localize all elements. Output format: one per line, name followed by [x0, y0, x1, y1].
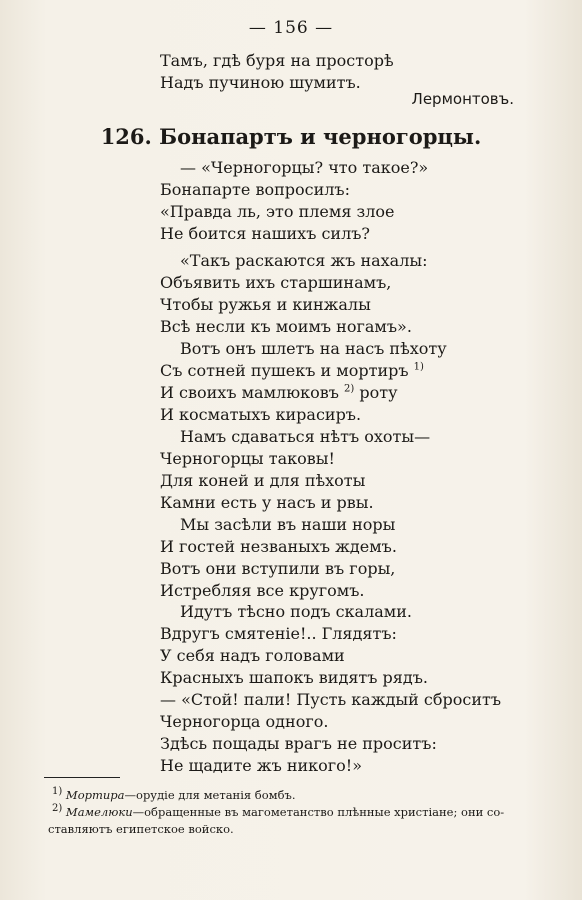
stanza-4 — [160, 426, 430, 514]
stanza-6 — [160, 601, 428, 689]
footnote-text: —обращенные въ магометанство плѣнные христіане; они со- — [132, 805, 505, 819]
verse-line: Красныхъ шапокъ видятъ рядъ. — [160, 668, 428, 687]
verse-line: Объявить ихъ старшинамъ, — [160, 273, 392, 292]
footnote-marker: 1) — [413, 361, 424, 373]
verse-line: Для коней и для пѣхоты — [160, 471, 366, 490]
footnote-marker: 2) — [344, 383, 355, 395]
verse-line: Чтобы ружья и кинжалы — [160, 295, 371, 314]
poem-title: 126. Бонапартъ и черногорцы. — [100, 124, 482, 149]
stanza-7 — [160, 689, 501, 777]
stanza-5 — [160, 514, 397, 602]
verse-line: И косматыхъ кирасиръ. — [160, 405, 362, 424]
verse-line: Всѣ несли къ моимъ ногамъ». — [160, 317, 412, 336]
footnote-term: Мортира — [65, 788, 125, 802]
verse-line: Вотъ онъ шлетъ на насъ пѣхоту — [180, 339, 447, 358]
page-number: — 156 — — [248, 18, 334, 38]
footnote-term: Мамелюки — [65, 805, 133, 819]
footnote-2 — [52, 804, 522, 821]
verse-line: Намъ сдаваться нѣтъ охоты— — [180, 427, 431, 446]
verse-line: Черногорцы таковы! — [160, 449, 335, 468]
poem-author: Лермонтовъ. — [411, 90, 514, 108]
stanza-1 — [160, 157, 428, 245]
stanza-3 — [160, 338, 447, 426]
previous-poem-ending — [160, 50, 394, 94]
verse-text-tail: роту — [359, 383, 398, 402]
stanza-2 — [160, 250, 428, 338]
verse-line: Мы засѣли въ наши норы — [180, 515, 396, 534]
verse-line: И гостей незваныхъ ждемъ. — [160, 537, 397, 556]
verse-text: Съ сотней пушекъ и мортиръ — [160, 361, 409, 380]
verse-line-with-note — [160, 382, 447, 404]
verse-line-with-note — [160, 360, 447, 382]
footnote-1 — [52, 787, 522, 804]
verse-line: Вотъ они вступили въ горы, — [160, 559, 396, 578]
footnote-mark: 2) — [52, 803, 63, 815]
verse-line: Камни есть у насъ и рвы. — [160, 493, 374, 512]
footnotes — [48, 786, 522, 838]
verse-line: У себя надъ головами — [160, 646, 345, 665]
verse-line: «Такъ раскаются жъ нахалы: — [180, 251, 428, 270]
verse-line: — «Стой! пали! Пусть каждый сброситъ — [160, 690, 502, 709]
footnote-mark: 1) — [52, 786, 63, 798]
footnote-2-continuation: ставляютъ египетское войско. — [48, 822, 234, 836]
verse-line: Надъ пучиною шумитъ. — [160, 73, 361, 92]
verse-line: Тамъ, гдѣ буря на просторѣ — [160, 51, 394, 70]
footnote-text: —орудіе для метанія бомбъ. — [124, 788, 296, 802]
verse-text: И своихъ мамлюковъ — [160, 383, 339, 402]
verse-line: Не боится нашихъ силъ? — [160, 224, 371, 243]
footnote-divider — [44, 777, 120, 778]
verse-line: «Правда ль, это племя злое — [160, 202, 395, 221]
verse-line: Вдругъ смятеніе!.. Глядятъ: — [160, 624, 397, 643]
verse-line: Здѣсь пощады врагъ не проситъ: — [160, 734, 437, 753]
verse-line: Истребляя все кругомъ. — [160, 581, 365, 600]
verse-line: Черногорца одного. — [160, 712, 329, 731]
verse-line: — «Черногорцы? что такое?» — [180, 158, 429, 177]
verse-line: Не щадите жъ никого!» — [160, 756, 363, 775]
verse-line: Идутъ тѣсно подъ скалами. — [180, 602, 412, 621]
verse-line: Бонапарте вопросилъ: — [160, 180, 350, 199]
